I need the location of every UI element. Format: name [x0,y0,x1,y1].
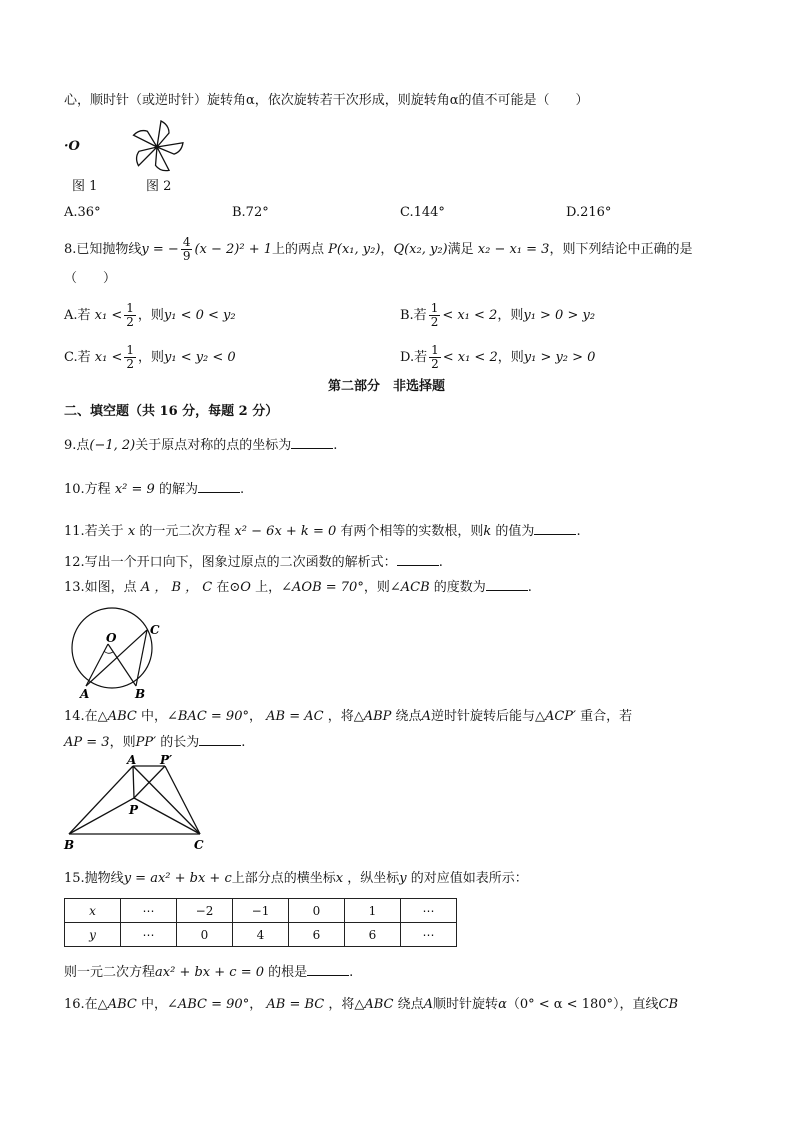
q8-option-d: D.若 $\frac{1}{2}$ < x₁ < 2，则y₁ > y₂ > 0 [400,343,596,371]
table-cell: ⋯ [121,923,177,947]
answer-blank [486,578,528,591]
figure-2-caption: 图 2 [146,179,172,194]
point-o-label: ·O [64,139,80,154]
q15-line2: 则一元二次方程ax² + bx + c = 0 的根是 . [64,965,354,980]
table-cell: 0 [289,899,345,923]
label-a: A [127,753,137,767]
table-cell: 1 [345,899,401,923]
q14-line1: 14.在△ABC 中，∠BAC = 90°， AB = AC ，将△ABP 绕点A逆时针旋转后能与△ACP′ 重合，若 [64,709,633,724]
q12: 12.写出一个开口向下，图象过原点的二次函数的解析式： . [64,555,443,570]
q8-answer-paren: （ ） [64,271,117,286]
table-cell: ⋯ [401,899,457,923]
figure-1-caption: 图 1 [72,179,98,194]
q7-option-c: C.144° [400,205,445,220]
q15-stem: 15.抛物线y = ax² + bx + c上部分点的横坐标x ，纵坐标y 的对应值如表所示： [64,871,528,886]
label-o: O [106,631,117,645]
table-cell: 6 [345,923,401,947]
q9: 9.点(−1, 2)关于原点对称的点的坐标为 . [64,438,338,453]
label-c: C [194,838,204,852]
q8-option-c: C.若 x₁ < $\frac{1}{2}$ ，则y₁ < y₂ < 0 [64,343,236,371]
pinwheel-figure [122,112,192,182]
q7-stem: 心，顺时针（或逆时针）旋转角α，依次旋转若干次形成，则旋转角α的值不可能是（ ） [64,93,589,108]
q13: 13.如图，点 A ， B ， C 在⊙O 上，∠AOB = 70°，则∠ACB 的度数为 . [64,580,532,595]
circle-figure [60,602,180,702]
table-row [65,923,457,947]
label-p-prime: P′ [160,753,173,767]
table-cell: ⋯ [121,899,177,923]
table-cell: 0 [177,923,233,947]
q7-option-d: D.216° [566,205,612,220]
label-b: B [135,687,146,701]
q8-stem: 8.已知抛物线y = − $\frac{4}{9}$ (x − 2)² + 1上的两点 P(x₁, y₂)，Q(x₂, y₂)满足 x₂ − x₁ = 3，则下列结论中正确的是 [64,235,693,263]
triangle-figure [60,752,220,852]
q11: 11.若关于 x 的一元二次方程 x² − 6x + k = 0 有两个相等的实数根，则k 的值为 . [64,524,581,539]
table-row [65,899,457,923]
answer-blank [397,553,439,566]
table-cell: ⋯ [401,923,457,947]
answer-blank [534,522,576,535]
value-table [64,898,457,947]
q7-option-b: B.72° [232,205,269,220]
answer-blank [307,963,349,976]
q16-line1: 16.在△ABC 中，∠ABC = 90°， AB = BC ，将△ABC 绕点A顺时针旋转α（0° < α < 180°），直线CB [64,997,679,1012]
q7-option-a: A.36° [64,205,101,220]
answer-blank [198,480,240,493]
q8-option-b: B.若 $\frac{1}{2}$ < x₁ < 2，则y₁ > 0 > y₂ [400,301,596,329]
label-p: P [129,803,139,817]
label-b: B [64,838,75,852]
table-cell: y [65,923,121,947]
q10: 10.方程 x² = 9 的解为 . [64,482,245,497]
table-cell: 6 [289,923,345,947]
q8-option-a: A.若 x₁ < $\frac{1}{2}$ ，则y₁ < 0 < y₂ [64,301,236,329]
table-cell: −1 [233,899,289,923]
q14-line2: AP = 3，则PP′ 的长为 . [64,735,246,750]
label-c: C [150,623,160,637]
part-2-title: 第二部分 非选择题 [328,379,446,394]
table-cell: −2 [177,899,233,923]
table-cell: 4 [233,923,289,947]
label-a: A [80,687,90,701]
table-cell: x [65,899,121,923]
answer-blank [199,733,241,746]
answer-blank [291,436,333,449]
section-2-title: 二、填空题（共 16 分，每题 2 分） [64,404,279,419]
